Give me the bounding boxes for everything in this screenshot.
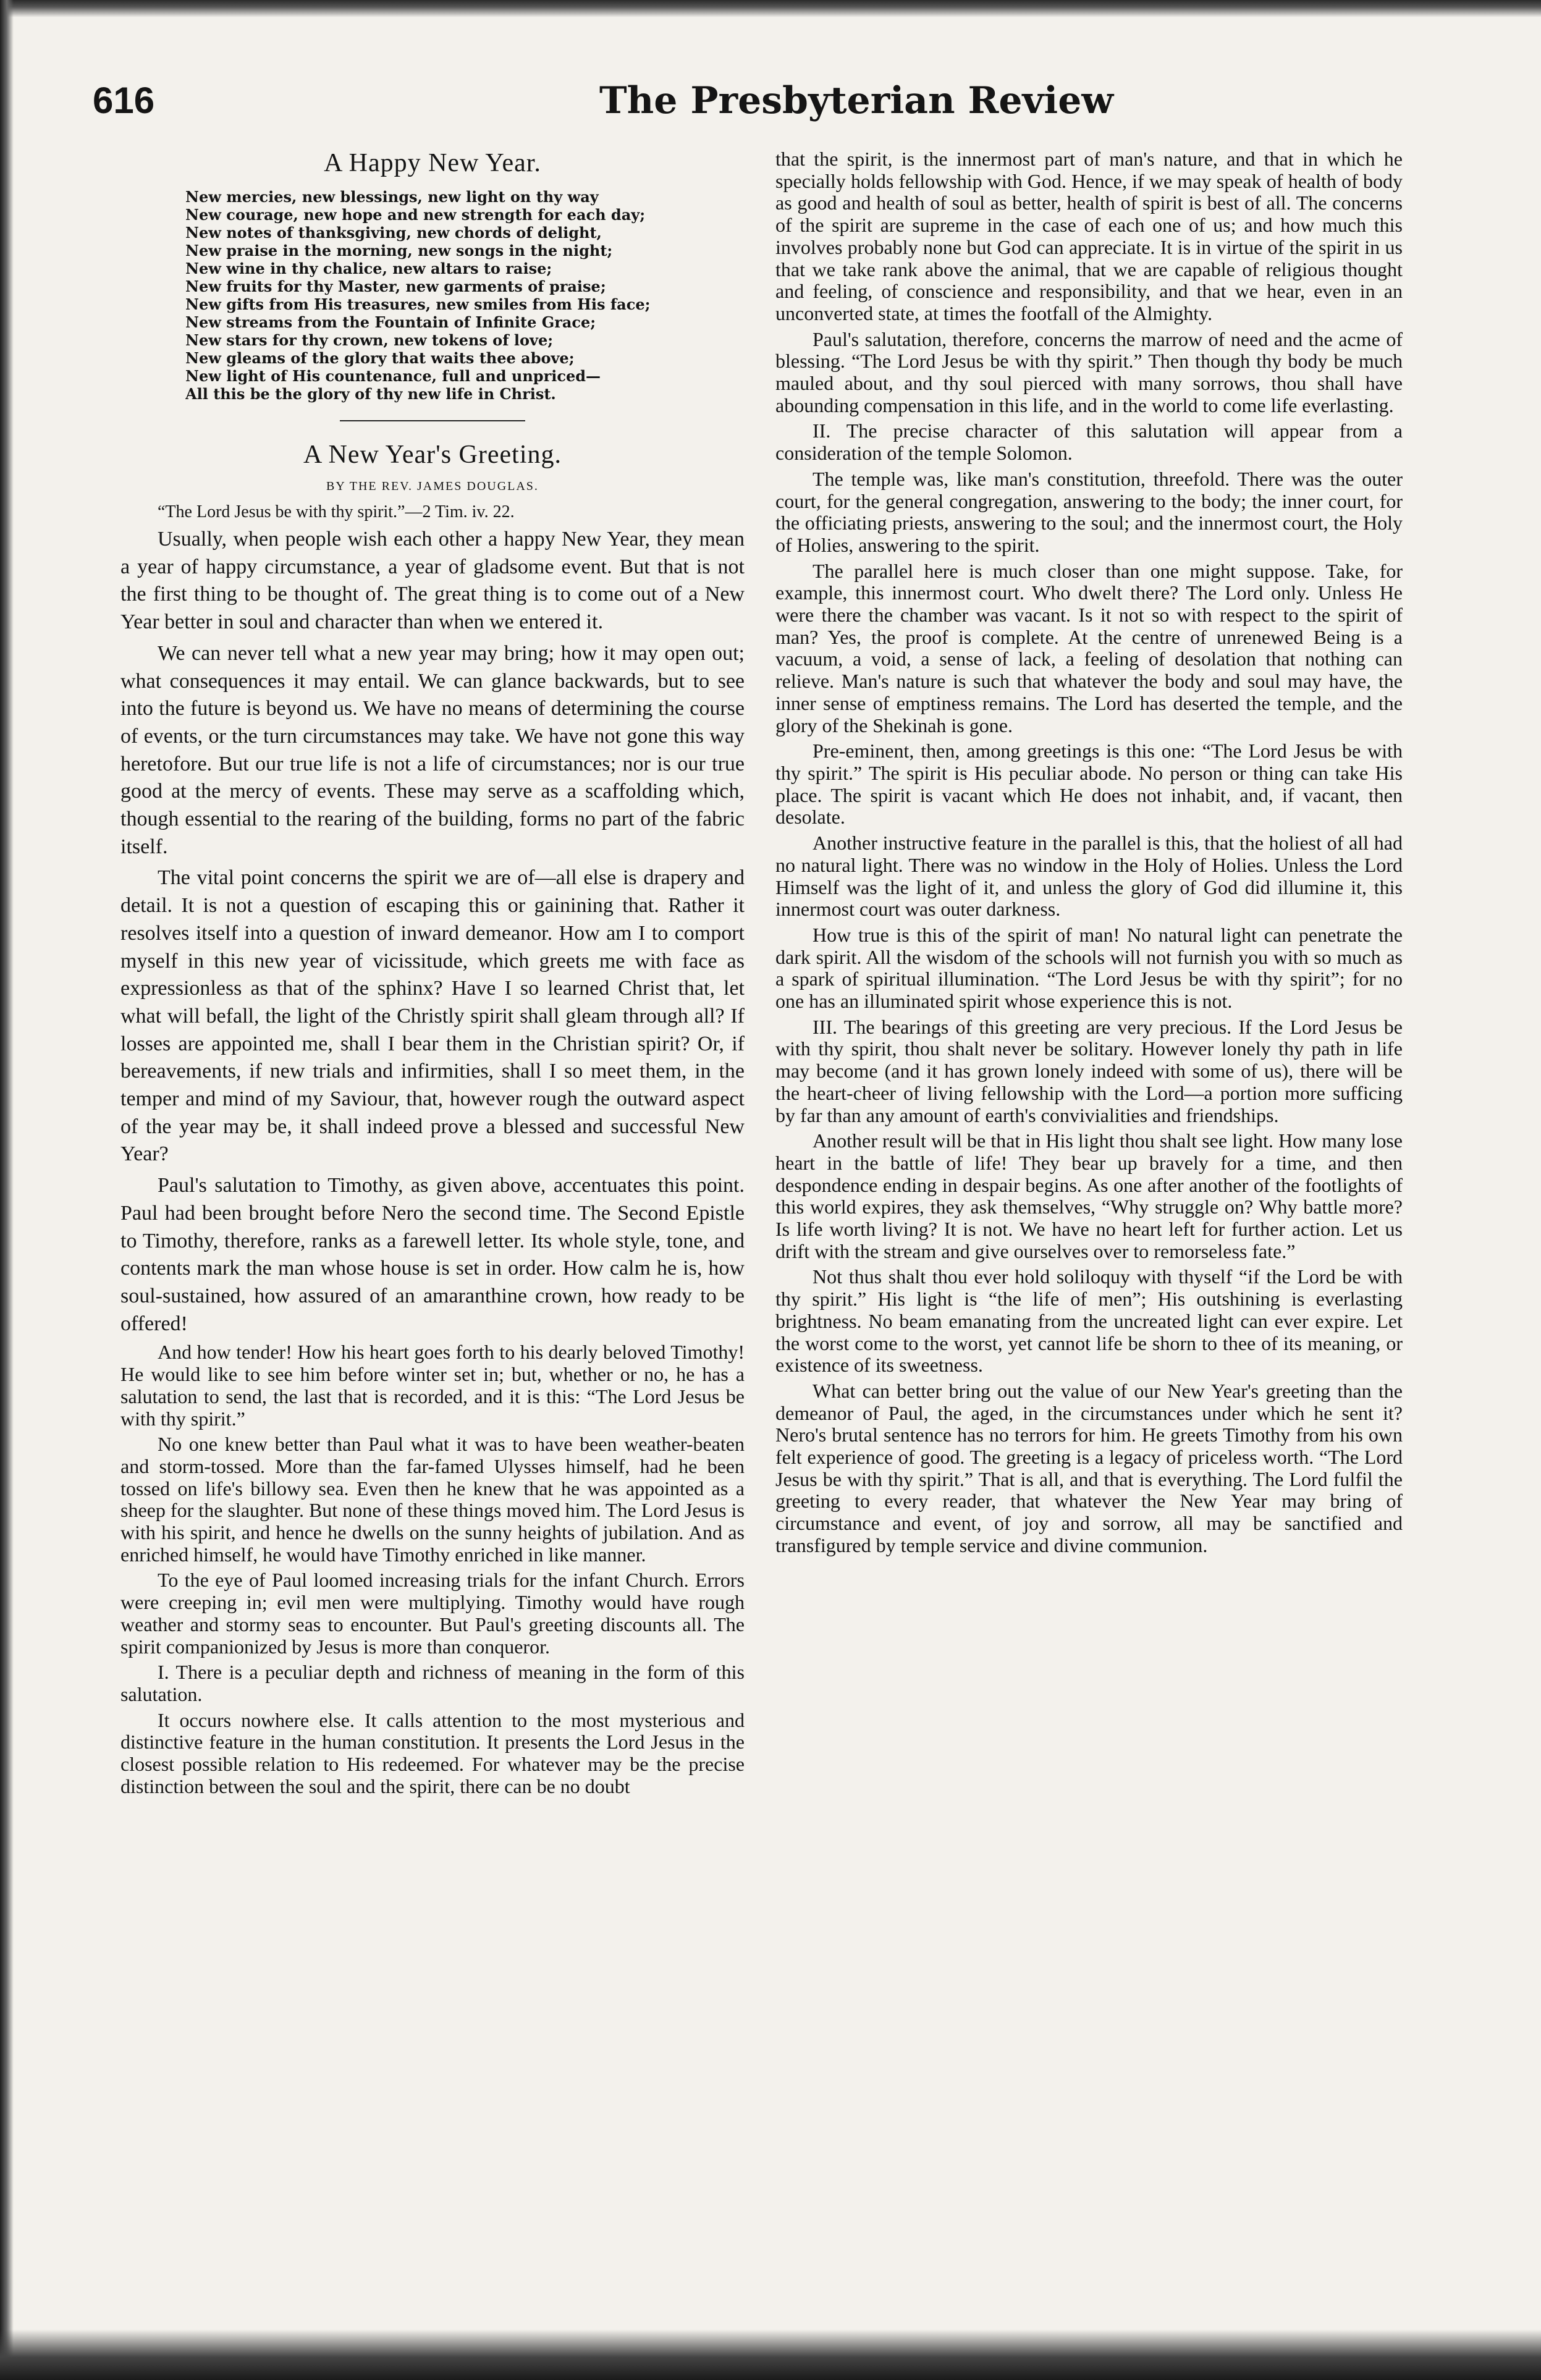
poem-line: New gifts from His treasures, new smiles from His face; [185,295,651,313]
scan-edge-top [0,0,1541,17]
poem-line: New wine in thy chalice, new altars to raise; [185,260,552,277]
poem-line: New light of His countenance, full and unpriced— [185,367,601,385]
paragraph: We can never tell what a new year may bring; how it may open out; what consequences it may entail. We can glance backwards, but to see into the future is beyond us. We have no means of determining the course of events, or the turn circumstances may take. We have not gone this way heretofore. But our true life is not a life of circumstances; nor is our true good at the mercy of events. These may serve as a scaffolding which, though essential to the rearing of the building, forms no part of the fabric itself. [120,641,745,858]
poem-line: New courage, new hope and new strength for each day; [185,206,646,224]
article-body-small [120,1341,745,1797]
paragraph: Paul's salutation, therefore, concerns the marrow of need and the acme of blessing. “The Lord Jesus be with thy spirit.” Then though thy body be much mauled about, and thy soul pierced with many sorrows, thou shall have abounding compensation in this life, and in the world to come life everlasting. [775,327,1403,416]
section-divider [340,420,525,421]
poem-line: New notes of thanksgiving, new chords of delight, [185,224,602,242]
paragraph: III. The bearings of this greeting are very precious. If the Lord Jesus be with thy spirit, thou shalt never be solitary. However lonely thy path in life may become (and it has grown lonely indeed with some of us), there will be the heart-cheer of living fellowship with the Lord—a portion more sufficing by far than any amount of earth's convivialities and friendships. [775,1015,1403,1126]
paragraph: The parallel here is much closer than one might suppose. Take, for example, this innermost court. Who dwelt there? The Lord only. Unless He were there the chamber was vacant. Is it not so with respect to the spirit of man? Yes, the proof is complete. At the centre of unrenewed Being is a vacuum, a void, a sense of lack, a feeling of desolation that nothing can relieve. Man's nature is such that whatever the body and soul may have, the inner sense of emptiness remains. The Lord has deserted the temple, and the glory of the Shekinah is gone. [775,559,1403,736]
poem-line: All this be the glory of thy new life in Christ. [185,385,556,403]
paragraph: No one knew better than Paul what it was to have been weather-beaten and storm-tossed. More than the far-famed Ulysses himself, had he been tossed on life's billowy sea. Even then he knew that he was appointed as a sheep for the slaughter. But none of these things moved him. The Lord Jesus is with his spirit, and hence he dwells on the sunny heights of jubilation. And as enriched himself, he would have Timothy enriched in like manner. [120,1433,745,1566]
paragraph: Another result will be that in His light thou shalt see light. How many lose heart in the battle of life! They bear up bravely for a time, and then despondence ending in despair begins. As one after another of the footlights of this world expires, they ask themselves, “Why struggle on? Why battle more? Is life worth living? It is not. We have no heart left for further action. Let us drift with the stream and give ourselves over to remorseless fate.” [775,1129,1403,1262]
page-header [93,79,1464,135]
paragraph: Paul's salutation to Timothy, as given above, accentuates this point. Paul had been brought before Nero the second time. The Second Epistle to Timothy, therefore, ranks as a farewell letter. Its whole style, tone, and contents mark the man whose house is set in order. How calm he is, how soul-sustained, how assured of an amaranthine crown, how ready to be offered! [120,1174,745,1335]
right-column [775,148,1403,1561]
paragraph: Another instructive feature in the parallel is this, that the holiest of all had no natural light. There was no window in the Holy of Holies. Unless the Lord Himself was the light of it, and unless the glory of God did illumine it, this innermost court was outer darkness. [775,832,1403,921]
poem-title: A Happy New Year. [324,149,541,177]
paragraph: that the spirit, is the innermost part of man's nature, and that in which he specially holds fellowship with God. Hence, if we may speak of health of body as good and health of soul as better, health of spirit is best of all. The concerns of the spirit are supreme in the case of each one of us; and how much this involves probably none but God can appreciate. It is in virtue of the spirit in us that we take rank above the animal, that we are capable of religious thought and feeling, of conscience and responsibility, and that we hear, even in an unconverted state, at times the footfall of the Almighty. [775,148,1403,324]
paragraph: Pre-eminent, then, among greetings is this one: “The Lord Jesus be with thy spirit.” The spirit is His peculiar abode. No person or thing can take His place. The spirit is vacant which He does not inhabit, and, if vacant, then desolate. [775,740,1403,829]
paragraph: What can better bring out the value of our New Year's greeting than the demeanor of Paul, the aged, in the circumstances under which he sent it? Nero's brutal sentence has no terrors for him. He greets Timothy from his own felt experience of good. The greeting is a legacy of priceless worth. “The Lord Jesus be with thy spirit.” That is all, and that is everything. The Lord fulfil the greeting to every reader, that whatever the New Year may bring of circumstance and event, of joy and sorrow, all may be sanctified and transfigured by temple service and divine communion. [775,1379,1403,1556]
paragraph: The vital point concerns the spirit we are of—all else is drapery and detail. It is not a question of escaping this or gainining that. Rather it resolves itself into a question of inward demeanor. How am I to comport myself in this new year of vicissitude, which greets me with face as expressionless as that of the sphinx? Have I so learned Christ that, let what will befall, the light of the Christly spirit shall gleam through all? If losses are appointed me, shall I bear them in the Christian spirit? Or, if bereavements, if new trials and infirmities, shall I so meet them, in the temper and mind of my Saviour, that, however rough the outward aspect of the year may be, it shall indeed prove a blessed and successful New Year? [120,866,745,1166]
paragraph: Not thus shalt thou ever hold soliloquy with thyself “if the Lord be with thy spirit.” His light is “the life of men”; His outshining is everlasting brightness. No beam emanating from the uncreated light can ever expire. Let the worst come to the worst, yet cannot life be shorn to thee of its meaning, or existence of its sweetness. [775,1265,1403,1377]
poem-line: New mercies, new blessings, new light on thy way [185,188,599,206]
article-body-large [120,526,745,1338]
poem-line: New stars for thy crown, new tokens of love; [185,331,554,349]
left-column [120,148,745,1801]
paragraph: II. The precise character of this salutation will appear from a consideration of the temple Solomon. [775,420,1403,465]
article-epigraph: “The Lord Jesus be with thy spirit.”—2 Tim. iv. 22. [158,502,515,521]
poem-line: New fruits for thy Master, new garments of praise; [185,277,606,295]
running-title: The Presbyterian Review [599,79,1114,122]
article-byline: BY THE REV. JAMES DOUGLAS. [326,479,539,493]
poem [120,188,745,403]
paragraph: To the eye of Paul loomed increasing trials for the infant Church. Errors were creeping in; evil men were multiplying. Timothy would have rough weather and stormy seas to encounter. But Paul's greeting discounts all. The spirit companionized by Jesus is more than conqueror. [120,1569,745,1658]
paragraph: I. There is a peculiar depth and richness of meaning in the form of this salutation. [120,1661,745,1705]
scan-edge-left [0,0,14,2380]
poem-line: New praise in the morning, new songs in the night; [185,242,613,260]
poem-line: New gleams of the glory that waits thee above; [185,349,575,367]
article-title: A New Year's Greeting. [303,441,562,469]
paragraph: And how tender! How his heart goes forth to his dearly beloved Timothy! He would like to see him before winter set in; but, whether or no, he has a salutation to send, the last that is recorded, and it is this: “The Lord Jesus be with thy spirit.” [120,1341,745,1430]
page-number: 616 [93,80,155,121]
scan-edge-bottom [0,2329,1541,2380]
poem-line: New streams from the Fountain of Infinite Grace; [185,313,596,331]
paragraph: How true is this of the spirit of man! No natural light can penetrate the dark spirit. All the wisdom of the schools will not furnish you with so much as a spark of spiritual illumination. “The Lord Jesus be with thy spirit”; for no one has an illuminated spirit whose experience this is not. [775,923,1403,1013]
paragraph: Usually, when people wish each other a happy New Year, they mean a year of happy circumstance, a year of gladsome event. But that is not the first thing to be thought of. The great thing is to come out of a New Year better in soul and character than when we entered it. [120,528,745,634]
paragraph: It occurs nowhere else. It calls attention to the most mysterious and distinctive feature in the human constitution. It presents the Lord Jesus in the closest possible relation to His redeemed. For whatever may be the precise distinction between the soul and the spirit, there can be no doubt [120,1708,745,1797]
paragraph: The temple was, like man's constitution, threefold. There was the outer court, for the general congregation, answering to the body; the inner court, for the officiating priests, answering to the soul; and the innermost court, the Holy of Holies, answering to the spirit. [775,467,1403,556]
